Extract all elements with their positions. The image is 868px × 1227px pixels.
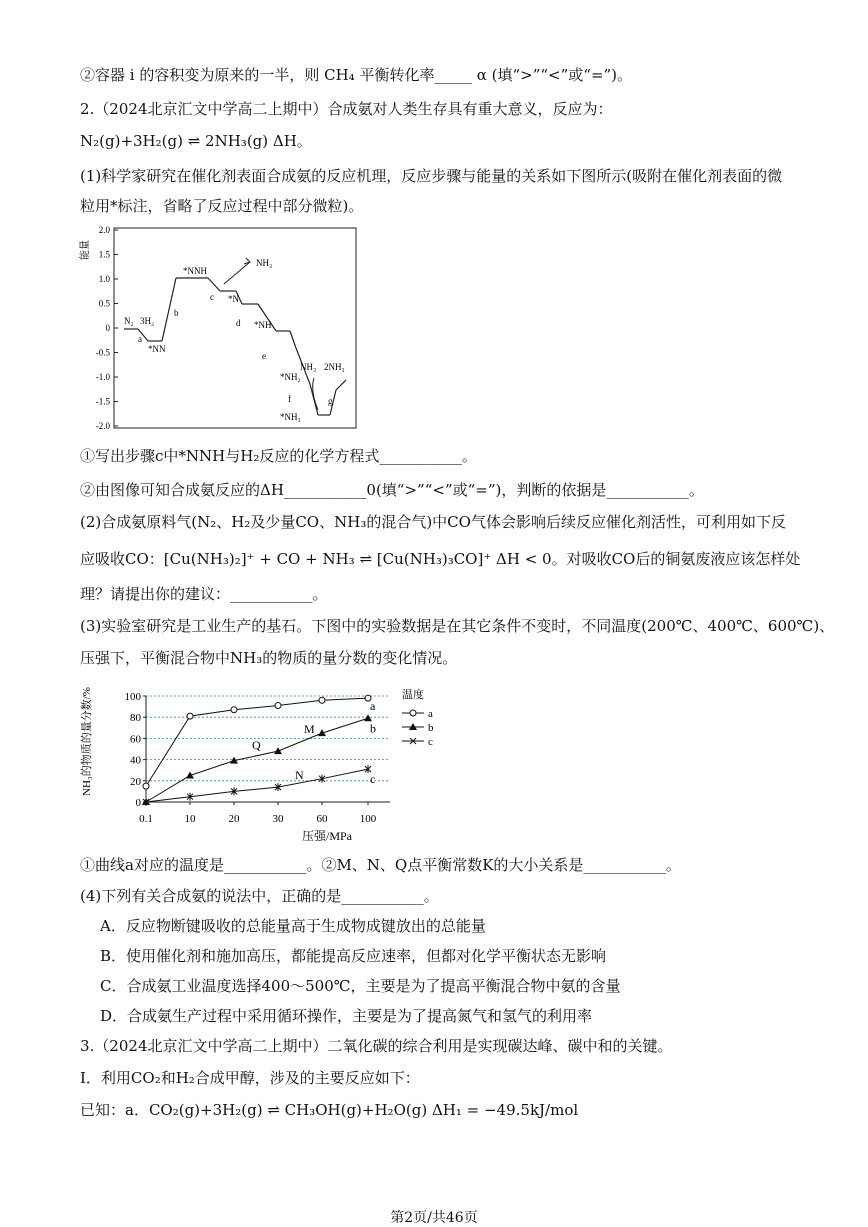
question-line: ②容器 i 的容积变为原来的一半，则 CH₄ 平衡转化率_____ α (填“>”“<”或“=”)。	[80, 66, 633, 84]
energy-tick-label: 0	[105, 323, 110, 333]
chart-ylabel: NH₃的物质的量分数/%	[81, 687, 93, 796]
species-label: NH₃	[300, 362, 317, 372]
energy-tick-label: 1.5	[98, 249, 110, 260]
step-label: f	[288, 394, 291, 404]
series-line-c	[146, 769, 368, 802]
point-a	[275, 703, 281, 709]
species-label: *NNH	[183, 266, 207, 276]
energy-tick-label: 1.0	[98, 274, 110, 284]
series-end-label: b	[370, 721, 376, 736]
option-a: A．反应物断键吸收的总能量高于生成物成键放出的总能量	[100, 917, 486, 935]
legend-title: 温度	[402, 689, 424, 701]
question-line: 压强下，平衡混合物中NH₃的物质的量分数的变化情况。	[80, 649, 458, 667]
equation: 已知：a．CO₂(g)+3H₂(g) ⇌ CH₃OH(g)+H₂O(g) ΔH₁ = −49.5kJ/mol	[80, 1101, 579, 1119]
question-line: (2)合成氨原料气(N₂、H₂及少量CO、NH₃的混合气)中CO气体会影响后续反应催化剂活性，可利用如下反	[80, 513, 786, 531]
option-d: D．合成氨生产过程中采用循环操作，主要是为了提高氮气和氢气的利用率	[100, 1007, 593, 1025]
step-label: b	[174, 308, 179, 318]
question-line: I．利用CO₂和H₂合成甲醇，涉及的主要反应如下：	[80, 1069, 420, 1087]
species-label: 3H₂	[140, 316, 155, 326]
point-a	[187, 713, 193, 719]
x-tick-label: 30	[272, 813, 284, 825]
question-line: 粒用*标注，省略了反应过程中部分微粒)。	[80, 197, 364, 215]
point-b	[364, 714, 372, 721]
y-tick-label: 20	[130, 775, 141, 788]
step-label: a	[138, 334, 142, 344]
y-tick-label: 40	[130, 754, 141, 767]
point-label-N: N	[295, 768, 304, 782]
step-label: d	[236, 318, 241, 328]
x-tick-label: 10	[184, 813, 196, 825]
y-tick-label: 60	[130, 733, 141, 746]
energy-tick-label: -1.0	[95, 372, 110, 382]
nh3-chart	[72, 676, 452, 846]
question-2-title: 2.（2024北京汇文中学高二上期中）合成氨对人类生存具有重大意义，反应为：	[80, 100, 613, 118]
x-tick-label: 60	[316, 813, 328, 825]
x-tick-label: 100	[359, 813, 377, 825]
y-tick-label: 0	[135, 797, 141, 809]
energy-diagram	[78, 222, 368, 434]
legend-label: a	[428, 708, 433, 720]
x-tick-label: 0.1	[139, 813, 153, 825]
energy-tick-label: 2.0	[98, 225, 110, 235]
question-line: (4)下列有关合成氨的说法中，正确的是___________。	[80, 887, 439, 905]
species-label: NH₃	[256, 258, 273, 268]
series-end-label: c	[370, 772, 376, 787]
legend-label: c	[428, 736, 433, 748]
species-label: *NN	[148, 344, 166, 354]
energy-tick-label: -0.5	[95, 347, 110, 358]
species-label: N₂	[124, 316, 134, 326]
equation: N₂(g)+3H₂(g) ⇌ 2NH₃(g) ΔH。	[80, 132, 312, 150]
option-b: B．使用催化剂和施加高压，都能提高反应速率，但都对化学平衡状态无影响	[100, 947, 607, 965]
energy-tick-label: 0.5	[98, 298, 110, 309]
energy-axis-label: 能量	[80, 240, 91, 260]
question-line: (1)科学家研究在催化剂表面合成氨的反应机理，反应步骤与能量的关系如下图所示(吸附在催化剂表面的微	[80, 167, 783, 185]
question-line: 理？请提出你的建议：___________。	[80, 585, 328, 603]
species-label: *NH	[254, 320, 272, 330]
point-a	[319, 697, 325, 703]
question-3-title: 3.（2024北京汇文中学高二上期中）二氧化碳的综合利用是实现碳达峰、碳中和的关键。	[80, 1037, 673, 1055]
y-tick-label: 80	[130, 712, 141, 725]
species-label: *N	[228, 294, 239, 304]
step-label: e	[262, 351, 266, 361]
equation: 应吸收CO：[Cu(NH₃)₂]⁺ + CO + NH₃ ⇌ [Cu(NH₃)₃CO]⁺ ΔH < 0。对吸收CO后的铜氨废液应该怎样处	[80, 550, 801, 568]
question-line: ②由图像可知合成氨反应的ΔH___________0(填“>”“<”或“=”)，判断的依据是___________。	[80, 481, 704, 499]
energy-tick-label: -1.5	[95, 396, 110, 407]
series-end-label: a	[370, 699, 376, 714]
y-tick-label: 100	[124, 691, 141, 703]
point-label-Q: Q	[252, 738, 261, 752]
species-label: 2NH₃	[324, 362, 345, 372]
legend-label: b	[428, 722, 434, 734]
x-tick-label: 20	[228, 813, 240, 825]
question-line: ①曲线a对应的温度是___________。②M、N、Q点平衡常数K的大小关系是___________。	[80, 856, 681, 874]
point-label-M: M	[304, 722, 315, 736]
chart-xlabel: 压强/MPa	[301, 829, 353, 843]
question-line: (3)实验室研究是工业生产的基石。下图中的实验数据是在其它条件不变时，不同温度(200℃、400℃、600℃)、	[80, 617, 835, 635]
page-footer: 第2页/共46页	[390, 1210, 478, 1226]
species-label: *NH₃	[280, 412, 301, 422]
step-label: g	[328, 396, 333, 406]
point-a	[231, 707, 237, 713]
energy-tick-label: -2.0	[95, 421, 110, 431]
question-line: ①写出步骤c中*NNH与H₂反应的化学方程式___________。	[80, 447, 477, 465]
option-c: C．合成氨工业温度选择400～500℃，主要是为了提高平衡混合物中氨的含量	[100, 977, 621, 995]
legend-marker	[410, 710, 416, 716]
species-label: *NH₂	[280, 372, 301, 382]
point-a	[143, 783, 149, 789]
step-label: c	[210, 292, 214, 302]
point-b	[274, 747, 282, 754]
